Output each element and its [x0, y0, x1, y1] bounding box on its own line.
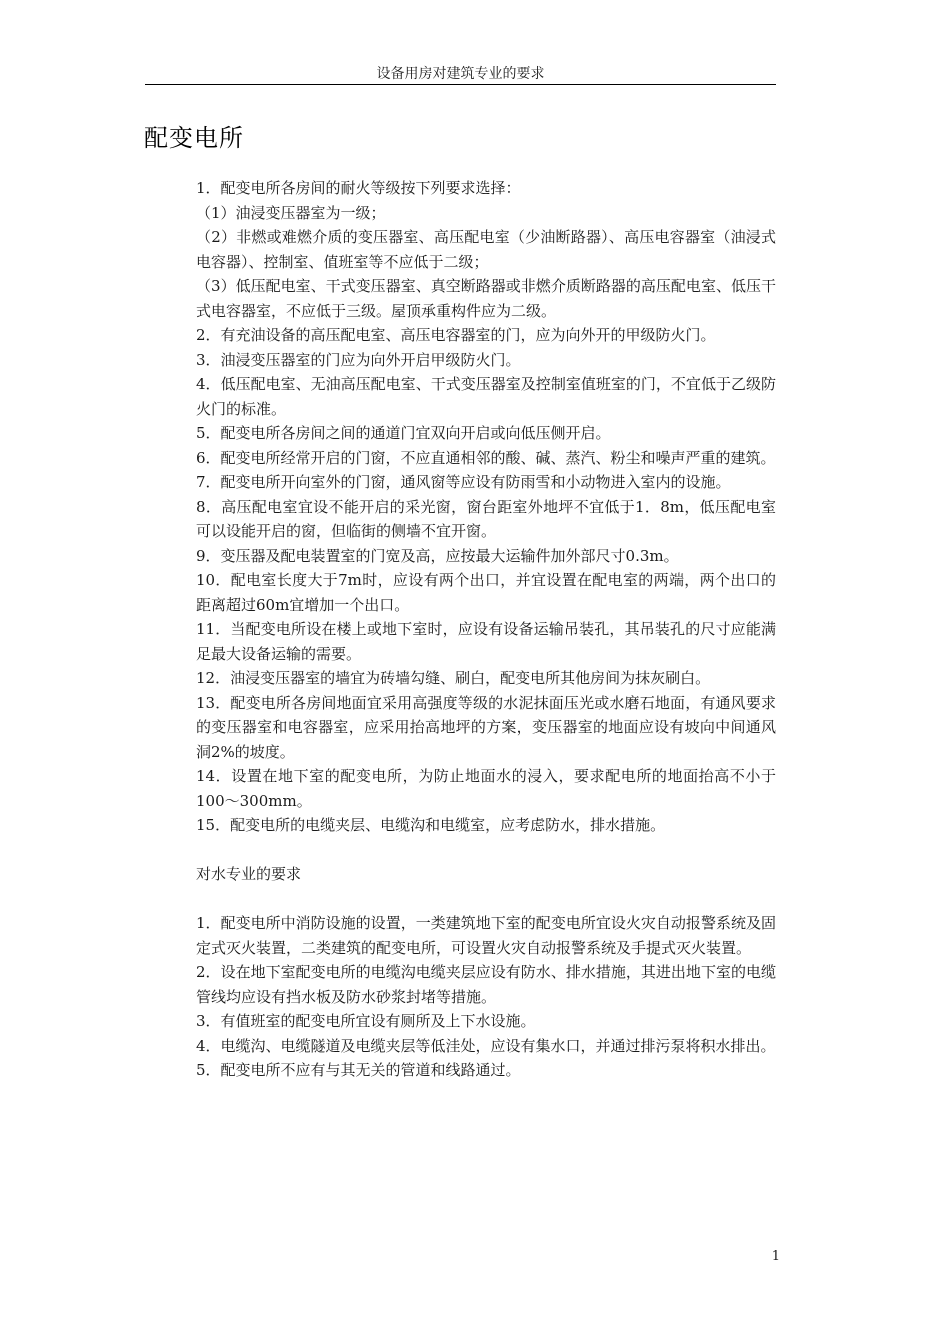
list-item: 11．当配变电所设在楼上或地下室时，应设有设备运输吊装孔，其吊装孔的尺寸应能满足最大设备运输的需要。	[196, 620, 776, 663]
header-divider	[145, 84, 776, 85]
document-title: 配变电所	[144, 124, 244, 152]
list-item: 5．配变电所各房间之间的通道门宜双向开启或向低压侧开启。	[196, 424, 611, 442]
list-item: 8．高压配电室宜设不能开启的采光窗，窗台距室外地坪不宜低于1．8m，低压配电室可以设能开启的窗，但临街的侧墙不宜开窗。	[196, 497, 776, 540]
list-item: 12．油浸变压器室的墙宜为砖墙勾缝、刷白，配变电所其他房间为抹灰刷白。	[196, 669, 711, 687]
list-item: 15．配变电所的电缆夹层、电缆沟和电缆室，应考虑防水，排水措施。	[196, 816, 666, 834]
list-item: 3．油浸变压器室的门应为向外开启甲级防火门。	[196, 350, 521, 369]
list-item: 5．配变电所不应有与其无关的管道和线路通过。	[196, 1061, 521, 1079]
page-header: 设备用房对建筑专业的要求	[376, 66, 545, 82]
water-requirements-list	[196, 911, 776, 1083]
list-item: 6．配变电所经常开启的门窗，不应直通相邻的酸、碱、蒸汽、粉尘和噪声严重的建筑。	[196, 448, 776, 467]
section-heading-water: 对水专业的要求	[196, 865, 302, 883]
list-item: 13．配变电所各房间地面宜采用高强度等级的水泥抹面压光或水磨石地面，有通风要求的变压器室和电容器室，应采用抬高地坪的方案，变压器室的地面应设有坡向中间通风洞2%的坡度。	[196, 693, 776, 761]
list-item: （1）油浸变压器室为一级；	[196, 203, 386, 222]
list-item: 2．设在地下室配变电所的电缆沟电缆夹层应设有防水、排水措施，其进出地下室的电缆管线均应设有挡水板及防水砂浆封堵等措施。	[196, 963, 776, 1006]
spacer	[196, 838, 776, 863]
spacer	[196, 887, 776, 912]
list-item: （3）低压配电室、干式变压器室、真空断路器或非燃介质断路器的高压配电室、低压干式电容器室，不应低于三级。屋顶承重构件应为二级。	[196, 277, 776, 320]
list-item: 9．变压器及配电装置室的门宽及高，应按最大运输件加外部尺寸0.3m。	[196, 546, 679, 565]
document-body	[196, 176, 776, 1083]
list-item: 7．配变电所开向室外的门窗，通风窗等应设有防雨雪和小动物进入室内的设施。	[196, 473, 731, 491]
list-item: （2）非燃或难燃介质的变压器室、高压配电室（少油断路器）、高压电容器室（油浸式电容器）、控制室、值班室等不应低于二级；	[196, 228, 776, 271]
list-item: 1．配变电所中消防设施的设置，一类建筑地下室的配变电所宜设火灾自动报警系统及固定式灭火装置，二类建筑的配变电所，可设置火灾自动报警系统及手提式灭火装置。	[196, 914, 776, 957]
architecture-requirements-list	[196, 176, 776, 838]
list-item: 14．设置在地下室的配变电所，为防止地面水的浸入，要求配电所的地面抬高不小于100～300mm。	[196, 767, 776, 810]
page-number: 1	[771, 1249, 780, 1264]
list-item: 4．低压配电室、无油高压配电室、干式变压器室及控制室值班室的门，不宜低于乙级防火门的标准。	[196, 375, 776, 418]
list-item: 3．有值班室的配变电所宜设有厕所及上下水设施。	[196, 1012, 536, 1030]
list-item: 2．有充油设备的高压配电室、高压电容器室的门，应为向外开的甲级防火门。	[196, 326, 716, 344]
list-item: 10．配电室长度大于7m时，应设有两个出口，并宜设置在配电室的两端，两个出口的距离超过60m宜增加一个出口。	[196, 571, 776, 614]
list-item: 4．电缆沟、电缆隧道及电缆夹层等低洼处，应设有集水口，并通过排污泵将积水排出。	[196, 1036, 776, 1055]
list-item: 1．配变电所各房间的耐火等级按下列要求选择：	[196, 179, 521, 197]
